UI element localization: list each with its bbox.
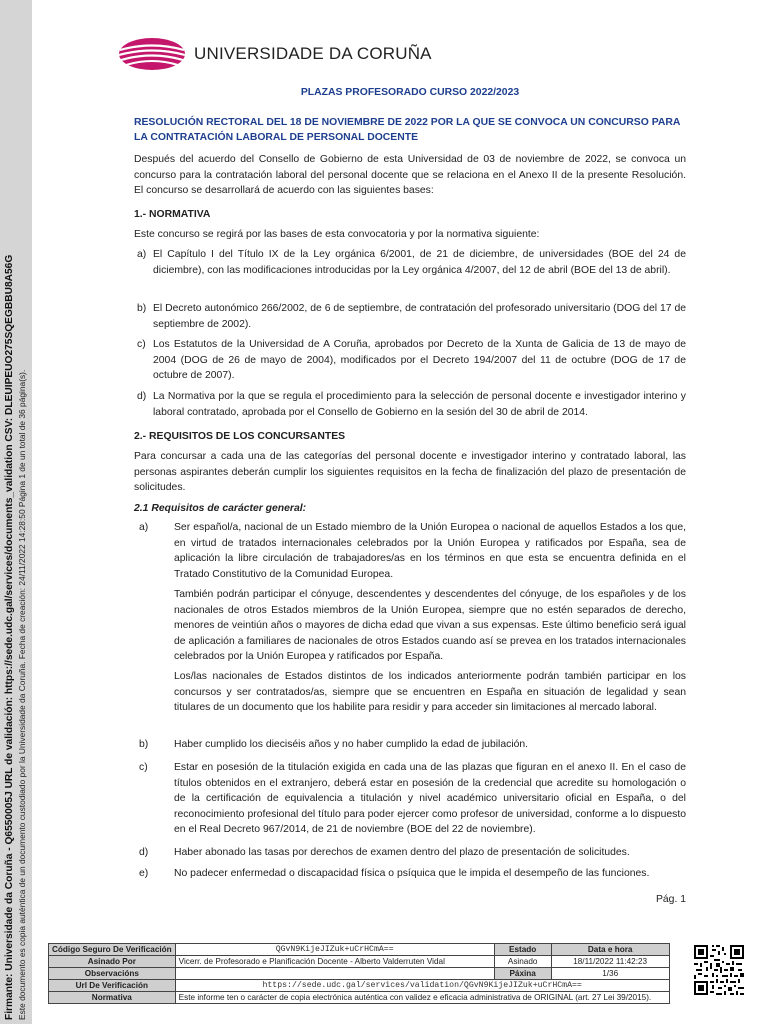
list-item <box>134 669 686 716</box>
signed-by-value: Vicerr. de Profesorado e Planificación Docente - Alberto Valderruten Vidal <box>175 956 494 968</box>
university-logo <box>118 37 432 71</box>
item-text: Haber cumplido los dieciséis años y no haber cumplido la edad de jubilación. <box>174 739 529 750</box>
item-marker: b) <box>139 739 149 750</box>
list-item <box>134 866 686 882</box>
resolution-heading: RESOLUCIÓN RECTORAL DEL 18 DE NOVIEMBRE DE 2022 POR LA QUE SE CONVOCA UN CONCURSO PARA LA CONTRATACIÓN LABORAL DE PERSONAL DOCENTE <box>134 117 680 143</box>
item-marker: e) <box>139 868 149 879</box>
side-margin <box>0 0 32 1024</box>
list-item <box>134 301 686 332</box>
normativa-value: Este informe ten o carácter de copia electrónica auténtica con validez e eficacia administrativa de ORIGINAL (art. 27 Lei 39/2015). <box>175 992 669 1004</box>
observations-label: Observacións <box>49 968 176 980</box>
page-label: Páxina <box>494 968 551 980</box>
table-row <box>49 944 670 956</box>
section-1-heading: 1.- NORMATIVA <box>134 209 211 220</box>
list-item <box>134 337 686 384</box>
item-text: No padecer enfermedad o discapacidad física o psíquica que le impida el desempeño de las funciones. <box>174 868 650 879</box>
qr-code-icon <box>692 943 746 997</box>
section-1-intro: Este concurso se regirá por las bases de esta convocatoria y por la normativa siguiente: <box>134 229 540 240</box>
subsection-2-1-heading: 2.1 Requisitos de carácter general: <box>134 503 307 514</box>
item-text: El Capítulo I del Título IX de la Ley orgánica 6/2001, de 21 de diciembre, de universidades (BOE del 24 de diciembre), con las modificaciones introducidas por la Ley orgánica 4/2007, del 12 de abril (BOE del 13 de abril). <box>153 249 686 276</box>
url-label: Url De Verificación <box>49 980 176 992</box>
table-row <box>49 956 670 968</box>
fecha-value: 18/11/2022 11:42:23 <box>551 956 669 968</box>
url-value[interactable]: https://sede.udc.gal/services/validation/QGvN9KijeJIZuk+uCrHCmA== <box>175 980 669 992</box>
list-item <box>134 737 686 753</box>
logo-text: UNIVERSIDADE DA CORUÑA <box>194 44 432 63</box>
item-text: Los Estatutos de la Universidad de A Coruña, aprobados por Decreto de la Xunta de Galicia de 13 de mayo de 2004 (DOG de 26 de mayo de 2004), modificados por el Decreto 194/2007 del 11 de octubre (DOG de 17 de octubre de 2007). <box>153 339 686 381</box>
estado-label: Estado <box>494 944 551 956</box>
table-row <box>49 980 670 992</box>
item-text: Los/las nacionales de Estados distintos de los indicados anteriormente podrán también participar en los concursos y ser contratados/as, siempre que se encuentren en España en situación de legalidad y sean titulares de un documento que los habilite para residir y para acceder sin limitaciones al mercado laboral. <box>174 671 686 713</box>
observations-value <box>175 968 494 980</box>
item-text: También podrán participar el cónyuge, descendentes y descendentes del cónyuge, de los españoles y de los nacionales de otros Estados miembros de la Unión Europea, siempre que no estén separados de derecho, menores de veintiún años o mayores de dicha edad que vivan a sus expensas. Este último beneficio será igual de aplicación a familiares de nacionales de otros Estados cuando así se prevea en los tratados internacionales celebrados por la Unión Europea y ratificados por España. <box>174 589 686 662</box>
item-text: Estar en posesión de la titulación exigida en cada una de las plazas que figuran en el anexo II. En el caso de títulos obtenidos en el extranjero, deberá estar en posesión de la credencial que acredite su homologación o de la certificación de equivalencia a titulación y nivel académico universitario oficial en España, o del reconocimiento profesional del título para poder ejercer como profesor de universidad, conforme a lo dispuesto en el Real Decreto 967/2014, de 21 de noviembre (BOE del 22 de noviembre). <box>174 762 686 835</box>
item-text: La Normativa por la que se regula el procedimiento para la selección de personal docente e investigador interino y laboral contratado, aprobada por el Consello de Gobierno en la sesión del 30 de abril de 2014. <box>153 391 686 418</box>
estado-value: Asinado <box>494 956 551 968</box>
signed-by-label: Asinado Por <box>49 956 176 968</box>
item-marker: c) <box>137 339 146 350</box>
item-marker: d) <box>137 391 147 402</box>
item-marker: c) <box>139 762 148 773</box>
csv-label: Código Seguro De Verificación <box>49 944 176 956</box>
section-2-heading: 2.- REQUISITOS DE LOS CONCURSANTES <box>134 431 346 442</box>
intro-paragraph: Después del acuerdo del Consello de Gobierno de esta Universidad de 03 de noviembre de 2022, se convoca un concurso para la contratación laboral del personal docente que se relaciona en el Anexo II de la presente Resolución. El concurso se desarrollará de acuerdo con las siguientes bases: <box>134 154 686 196</box>
side-validation-text <box>3 10 28 1020</box>
list-item <box>134 587 686 665</box>
side-copy-line: Este documento es copia auténtica de un documento custodiado por la Universidade da Coruña. Fecha de creación: 24/11/2022 14:28:50 Página 1 de un total de 36 página(s). <box>17 369 27 1020</box>
section-2-intro: Para concursar a cada una de las categorías del personal docente e investigador interino y contratado laboral, las personas aspirantes deberán cumplir los siguientes requisitos en la fecha de finalización del plazo de presentación de solicitudes. <box>134 451 686 493</box>
table-row <box>49 968 670 980</box>
list-item <box>134 389 686 420</box>
item-marker: b) <box>137 303 147 314</box>
list-item <box>134 247 686 278</box>
item-text: El Decreto autonómico 266/2002, de 6 de septiembre, de contratación del profesorado universitario (DOG del 17 de septiembre de 2002). <box>153 303 686 330</box>
item-text: Ser español/a, nacional de un Estado miembro de la Unión Europea o nacional de aquellos Estados a los que, en virtud de tratados internacionales celebrados por la Unión Europea y ratificados por España, sea de aplicación la libre circulación de trabajadores/as en los términos en que esta se encuentra definida en el Tratado Constitutivo de la Comunidad Europea. <box>174 522 686 580</box>
item-marker: a) <box>137 249 147 260</box>
normativa-label: Normativa <box>49 992 176 1004</box>
page-number: Pág. 1 <box>655 894 686 905</box>
list-item <box>134 845 686 861</box>
item-marker: a) <box>139 522 149 533</box>
table-row <box>49 992 670 1004</box>
csv-value: QGvN9KijeJIZuk+uCrHCmA== <box>175 944 494 956</box>
udc-logo-icon <box>118 37 186 71</box>
page-value: 1/36 <box>551 968 669 980</box>
fecha-label: Data e hora <box>551 944 669 956</box>
verification-table <box>48 943 670 1004</box>
document-title: PLAZAS PROFESORADO CURSO 2022/2023 <box>300 87 520 98</box>
list-item <box>134 760 686 838</box>
item-text: Haber abonado las tasas por derechos de examen dentro del plazo de presentación de solicitudes. <box>174 847 630 858</box>
list-item <box>134 520 686 582</box>
item-marker: d) <box>139 847 149 858</box>
side-signer-line: Firmante: Universidade da Coruña - Q6550005J URL de validación: https://sede.udc.gal/services/documents_validation CSV: DLEUIPEUO275SQEGBBU8A56G <box>4 254 15 1020</box>
